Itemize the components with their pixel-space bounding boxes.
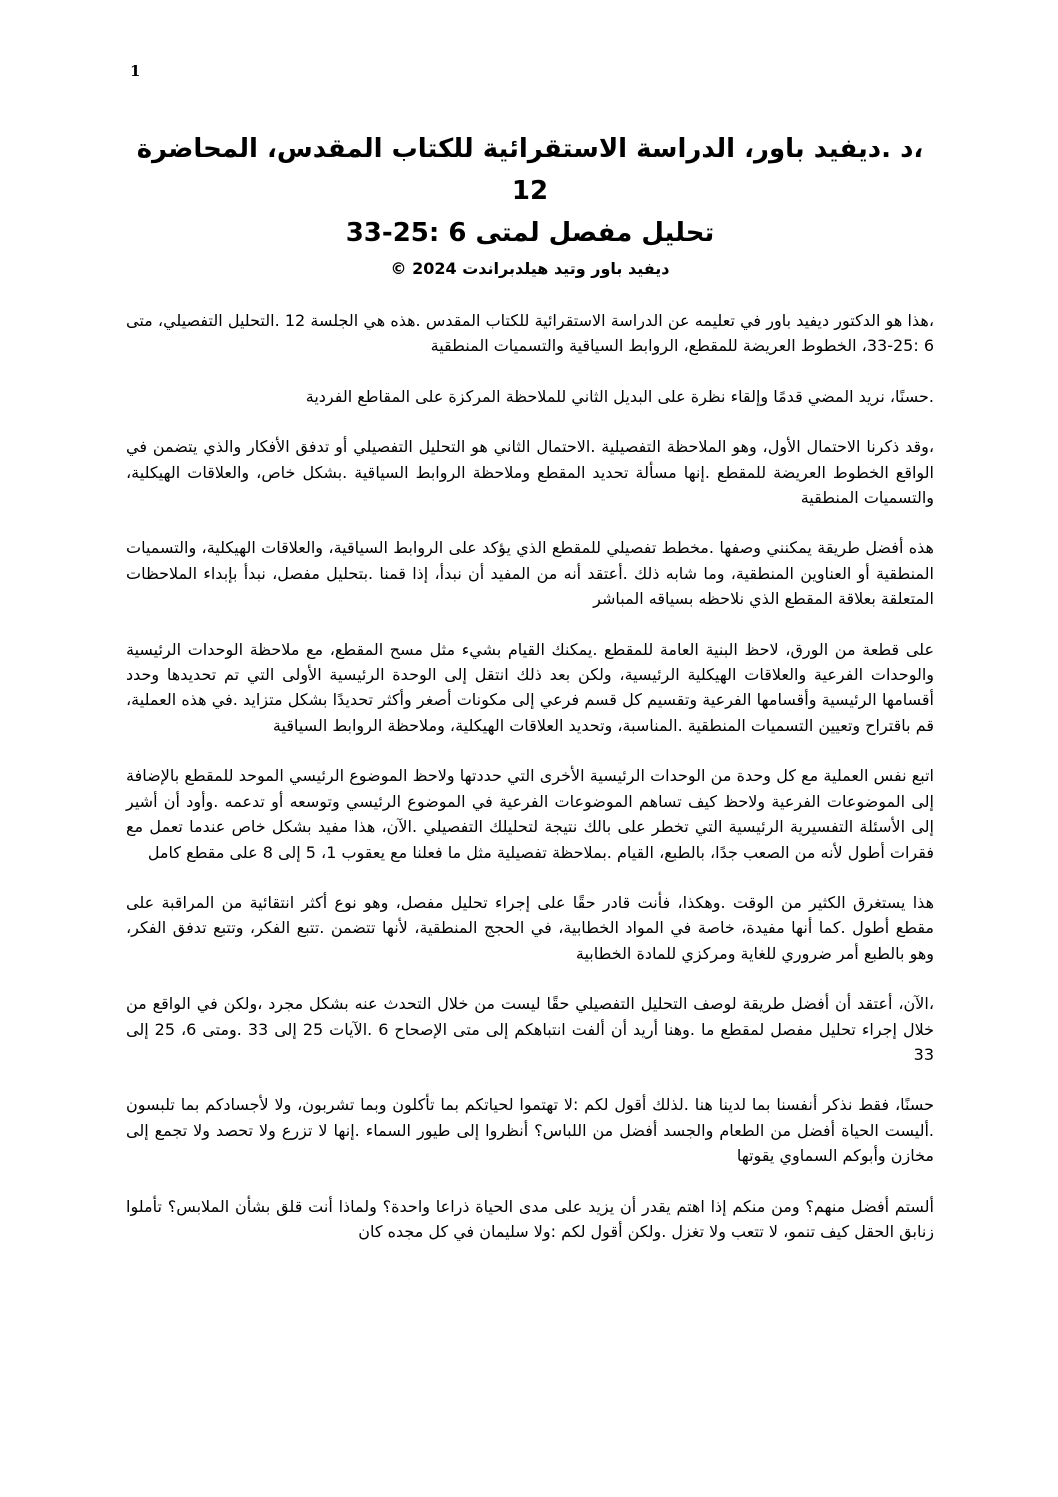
title-line-1: ،د .ديفيد باور، الدراسة الاستقرائية للكتاب المقدس، المحاضرة 12	[136, 134, 924, 206]
paragraph: هذا يستغرق الكثير من الوقت .وهكذا، فأنت قادر حقًا على إجراء تحليل مفصل، وهو نوع أكثر انتقائية من المراقبة على مقطع أطول .كما أنها مفيدة، خاصة في المواد الخطابية، في الحجج المنطقية، لأنها تتضمن .تتبع الفكر، وتتبع تدفق الفكر، وهو بالطبع أمر ضروري للغاية ومركزي للمادة الخطابية	[126, 892, 934, 963]
paragraph: .حسنًا، نريد المضي قدمًا وإلقاء نظرة على البديل الثاني للملاحظة المركزة على المقاطع الفردية	[305, 386, 934, 406]
paragraph: هذه أفضل طريقة يمكنني وصفها .مخطط تفصيلي للمقطع الذي يؤكد على الروابط السياقية، والعلاقات الهيكلية، والتسميات المنطقية أو العناوين المنطقية، وما شابه ذلك .أعتقد أنه من المفيد أن نبدأ، إذا قمنا .بتحليل مفصل، نبدأ بإبداء الملاحظات المتعلقة بعلاقة المقطع الذي نلاحظه بسياقه المباشر	[126, 538, 934, 609]
paragraph: على قطعة من الورق، لاحظ البنية العامة للمقطع .يمكنك القيام بشيء مثل مسح المقطع، مع ملاحظة الوحدات الرئيسية والوحدات الفرعية والعلاقات الهيكلية الرئيسية، ولكن بعد ذلك انتقل إلى الوحدة الرئيسية الأولى التي تم تحديدها وحدد أقسامها الرئيسية وأقسامها الفرعية وتقسيم كل قسم فرعي إلى مكونات أصغر وأكثر تحديدًا بشكل متزايد .في هذه العملية، قم باقتراح وتعيين التسميات المنطقية .المناسبة، وتحديد العلاقات الهيكلية، وملاحظة الروابط السياقية	[126, 639, 934, 735]
copyright-line: ديفيد باور وتيد هيلدبراندت 2024 ©	[390, 259, 670, 278]
document-body	[126, 128, 934, 1269]
title-line-2: تحليل مفصل لمتى 6 :25-33	[345, 218, 715, 248]
paragraph-list	[126, 308, 934, 1244]
paragraph: ،الآن، أعتقد أن أفضل طريقة لوصف التحليل التفصيلي حقًا ليست من خلال التحدث عنه بشكل مجرد ،ولكن في الواقع من خلال إجراء تحليل مفصل لمقطع ما .وهنا أريد أن ألفت انتباهكم إلى متى الإصحاح 6 .الآيات 25 إلى 33 .ومتى 6، 25 إلى 33	[126, 994, 935, 1064]
paragraph: حسنًا، فقط نذكر أنفسنا بما لدينا هنا .لذلك أقول لكم :لا تهتموا لحياتكم بما تأكلون وبما تشربون، ولا لأجسادكم بما تلبسون .أليست الحياة أفضل من الطعام والجسد أفضل من اللباس؟ أنظروا إلى طيور السماء .إنها لا تزرع ولا تحصد ولا تجمع إلى مخازن وأبوكم السماوي يقوتها	[126, 1095, 934, 1166]
paragraph: ،هذا هو الدكتور ديفيد باور في تعليمه عن الدراسة الاستقرائية للكتاب المقدس .هذه هي الجلسة 12 .التحليل التفصيلي، متى 6 :25-33، الخطوط العريضة للمقطع، الروابط السياقية والتسميات المنطقية	[126, 311, 934, 356]
page-number: 1	[130, 62, 141, 80]
paragraph: ،وقد ذكرنا الاحتمال الأول، وهو الملاحظة التفصيلية .الاحتمال الثاني هو التحليل التفصيلي أو تدفق الأفكار والذي يتضمن في الواقع الخطوط العريضة للمقطع .إنها مسألة تحديد المقطع وملاحظة الروابط السياقية .بشكل خاص، والعلاقات الهيكلية، والتسميات المنطقية	[126, 437, 934, 508]
paragraph: اتبع نفس العملية مع كل وحدة من الوحدات الرئيسية الأخرى التي حددتها ولاحظ الموضوع الرئيسي الموحد للمقطع بالإضافة إلى الموضوعات الفرعية ولاحظ كيف تساهم الموضوعات الفرعية في الموضوع الرئيسي وتوسعه أو تدعمه .وأود أن أشير إلى الأسئلة التفسيرية الرئيسية التي تخطر على بالك نتيجة لتحليلك التفصيلي .الآن، هذا مفيد بشكل خاص عندما تعمل مع فقرات أطول لأنه من الصعب جدًا، بالطبع، القيام .بملاحظة تفصيلية مثل ما فعلنا مع يعقوب 1، 5 إلى 8 على مقطع كامل	[126, 766, 934, 862]
document-header	[126, 128, 934, 282]
paragraph: ألستم أفضل منهم؟ ومن منكم إذا اهتم يقدر أن يزيد على مدى الحياة ذراعا واحدة؟ ولماذا أنت قلق بشأن الملابس؟ تأملوا زنابق الحقل كيف تنمو، لا تتعب ولا تغزل .ولكن أقول لكم :ولا سليمان في كل مجده كان	[126, 1196, 934, 1241]
